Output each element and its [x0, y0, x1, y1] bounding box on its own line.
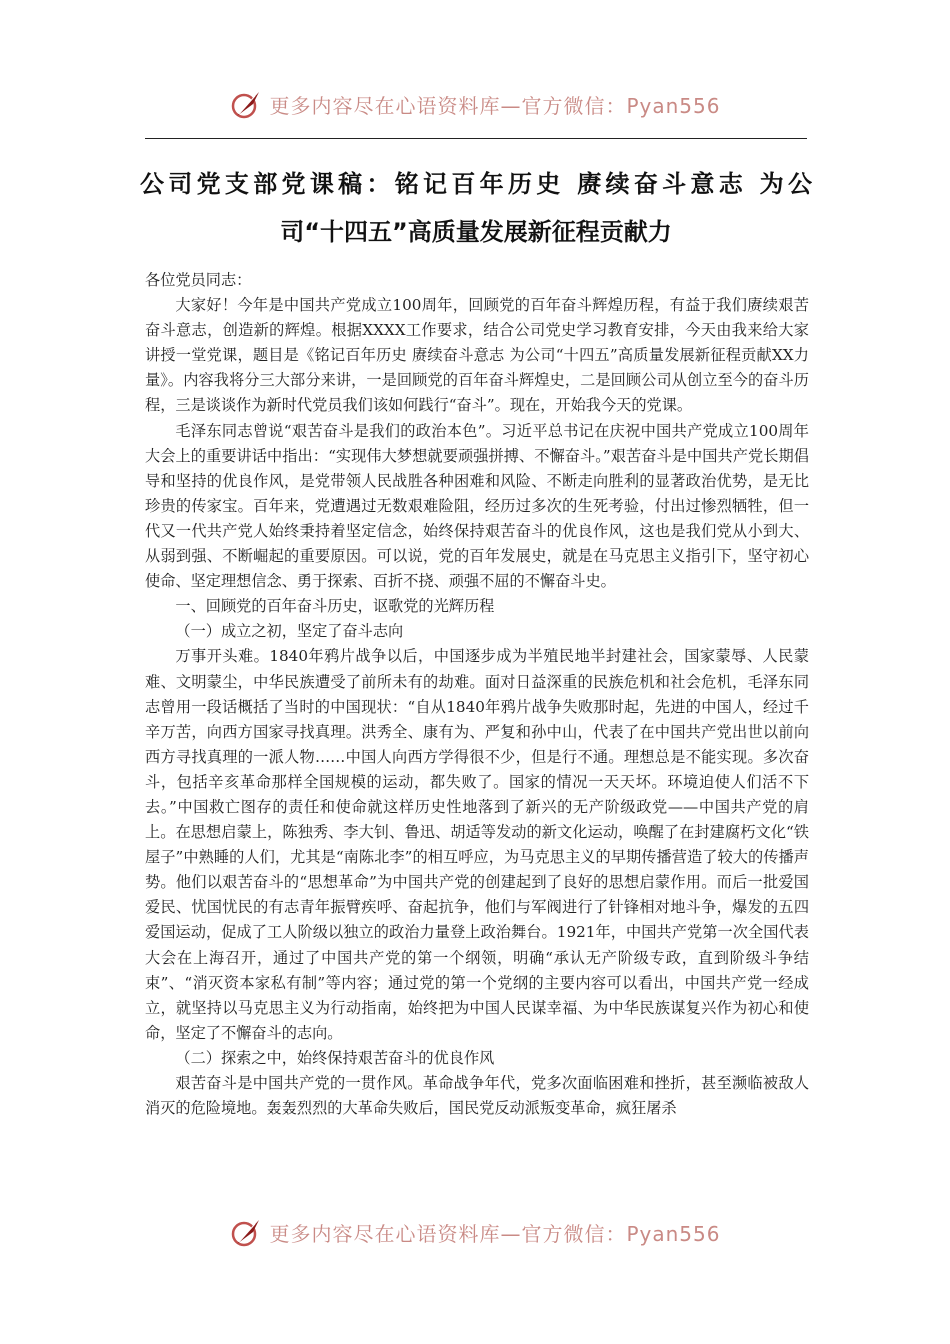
- salutation: 各位党员同志：: [145, 271, 252, 289]
- document-body: [145, 268, 809, 1121]
- title-line-2: 司“十四五”高质量发展新征程贡献力: [280, 218, 672, 246]
- quill-circle-icon: [229, 1214, 265, 1250]
- paragraph: 万事开头难。1840年鸦片战争以后，中国逐步成为半殖民地半封建社会，国家蒙辱、人民蒙难、文明蒙尘，中华民族遭受了前所未有的劫难。面对日益深重的民族危机和社会危机，毛泽东同志曾用一段话概括了当时的中国现状：“自从1840年鸦片战争失败那时起，先进的中国人，经过千辛万苦，向西方国家寻找真理。洪秀全、康有为、严复和孙中山，代表了在中国共产党出世以前向西方寻找真理的一派人物……中国人向西方学得很不少，但是行不通。理想总是不能实现。多次奋斗，包括辛亥革命那样全国规模的运动，都失败了。国家的情况一天天坏。环境迫使人们活不下去。”中国救亡图存的责任和使命就这样历史性地落到了新兴的无产阶级政党——中国共产党的肩上。在思想启蒙上，陈独秀、李大钊、鲁迅、胡适等发动的新文化运动，唤醒了在封建腐朽文化“铁屋子”中熟睡的人们，尤其是“南陈北李”的相互呼应，为马克思主义的早期传播营造了较大的传播声势。他们以艰苦奋斗的“思想革命”为中国共产党的创建起到了良好的思想启蒙作用。而后一批爱国爱民、忧国忧民的有志青年振臂疾呼、奋起抗争，他们与军阀进行了针锋相对地斗争，爆发的五四爱国运动，促成了工人阶级以独立的政治力量登上政治舞台。1921年，中国共产党第一次全国代表大会在上海召开，通过了中国共产党的第一个纲领，明确“承认无产阶级专政，直到阶级斗争结束”、“消灭资本家私有制”等内容；通过党的第一个党纲的主要内容可以看出，中国共产党一经成立，就坚持以马克思主义为行动指南，始终把为中国人民谋幸福、为中华民族谋复兴作为初心和使命，坚定了不懈奋斗的志向。: [145, 647, 809, 1042]
- paragraph: 毛泽东同志曾说“艰苦奋斗是我们的政治本色”。习近平总书记在庆祝中国共产党成立100周年大会上的重要讲话中指出：“实现伟大梦想就要顽强拼搏、不懈奋斗。”艰苦奋斗是中国共产党长期倡导和坚持的优良作风，是党带领人民战胜各种困难和风险、不断走向胜利的显著政治优势，是无比珍贵的传家宝。百年来，党遭遇过无数艰难险阻，经历过多次的生死考验，付出过惨烈牺牲，但一代又一代共产党人始终秉持着坚定信念，始终保持艰苦奋斗的优良作风，这也是我们党从小到大、从弱到强、不断崛起的重要原因。可以说，党的百年发展史，就是在马克思主义指引下，坚守初心使命、坚定理想信念、勇于探索、百折不挠、顽强不屈的不懈奋斗史。: [145, 421, 809, 591]
- title-line-1: 公司党支部党课稿：铭记百年历史 赓续奋斗意志 为公: [140, 170, 812, 198]
- quill-circle-icon: [229, 86, 265, 122]
- header-watermark: [0, 84, 950, 124]
- section-heading: 一、回顾党的百年奋斗历史，讴歌党的光辉历程: [175, 597, 495, 616]
- header-divider: [145, 138, 807, 139]
- watermark-text: 更多内容尽在心语资料库—官方微信：Pyan556: [269, 93, 721, 118]
- subsection-heading: （一）成立之初，坚定了奋斗志向: [175, 622, 404, 641]
- paragraph: 艰苦奋斗是中国共产党的一贯作风。革命战争年代，党多次面临困难和挫折，甚至濒临被敌人消灭的危险境地。轰轰烈烈的大革命失败后，国民党反动派叛变革命，疯狂屠杀: [145, 1074, 809, 1118]
- watermark-text: 更多内容尽在心语资料库—官方微信：Pyan556: [269, 1221, 721, 1246]
- paragraph: 大家好！今年是中国共产党成立100周年，回顾党的百年奋斗辉煌历程，有益于我们赓续艰苦奋斗意志，创造新的辉煌。根据XXXX工作要求，结合公司党史学习教育安排，今天由我来给大家讲授一堂党课，题目是《铭记百年历史 赓续奋斗意志 为公司“十四五”高质量发展新征程贡献XX力量》。内容我将分三大部分来讲，一是回顾党的百年奋斗辉煌史，二是回顾公司从创立至今的奋斗历程，三是谈谈作为新时代党员我们该如何践行“奋斗”。现在，开始我今天的党课。: [145, 296, 809, 415]
- subsection-heading: （二）探索之中，始终保持艰苦奋斗的优良作风: [175, 1048, 495, 1067]
- footer-watermark: [0, 1212, 950, 1252]
- document-title: [140, 160, 812, 256]
